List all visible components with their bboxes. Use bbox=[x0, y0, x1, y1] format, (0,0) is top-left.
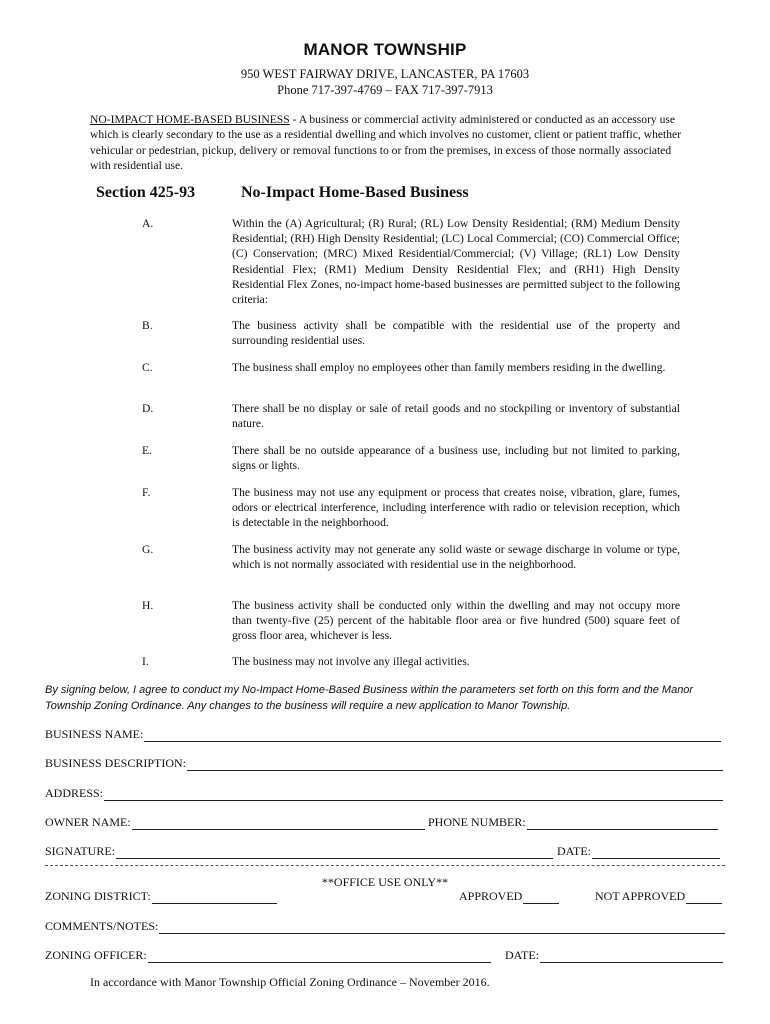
signature-date-field[interactable] bbox=[592, 845, 720, 859]
not-approved-field[interactable] bbox=[686, 890, 722, 904]
item-letter-g: G. bbox=[142, 543, 154, 556]
zoning-district-row bbox=[45, 889, 277, 904]
township-address: 950 WEST FAIRWAY DRIVE, LANCASTER, PA 17603 bbox=[240, 67, 530, 81]
officer-date-field[interactable] bbox=[540, 949, 723, 963]
not-approved-label: NOT APPROVED bbox=[595, 889, 686, 903]
item-text-i: The business may not involve any illegal activities. bbox=[232, 655, 470, 668]
signature-date-label: DATE: bbox=[557, 844, 591, 858]
section-title: No-Impact Home-Based Business bbox=[241, 184, 469, 201]
address-field[interactable] bbox=[104, 787, 723, 801]
item-text-f: The business may not use any equipment or process that creates noise, vibration, glare, fumes, odors or electrical interference, including interference with radio or television reception, which is detectable in the neighborhood. bbox=[232, 486, 680, 530]
business-name-row bbox=[45, 727, 721, 742]
signature-label: SIGNATURE: bbox=[45, 844, 116, 858]
approved-label: APPROVED bbox=[459, 889, 523, 903]
item-letter-b: B. bbox=[142, 319, 153, 332]
office-use-heading: **OFFICE USE ONLY** bbox=[321, 875, 449, 889]
item-letter-c: C. bbox=[142, 361, 153, 374]
not-approved-row bbox=[595, 889, 722, 904]
phone-number-field[interactable] bbox=[527, 816, 718, 830]
item-letter-d: D. bbox=[142, 402, 154, 415]
item-text-d: There shall be no display or sale of retail goods and no stockpiling or inventory of substantial nature. bbox=[232, 402, 680, 431]
business-name-field[interactable] bbox=[144, 728, 721, 742]
office-use-divider bbox=[45, 865, 725, 866]
business-description-label: BUSINESS DESCRIPTION: bbox=[45, 756, 187, 770]
intro-definition-text: - A business or commercial activity administered or conducted as an accessory use which is clearly secondary to the use as a residential dwelling and which involves no customer, client or patient traffic, whether vehicular or pedestrian, pickup, delivery or removal functions to or from the premises, in excess of those normally associated with residential use. bbox=[90, 113, 682, 173]
approved-field[interactable] bbox=[523, 890, 559, 904]
signing-statement: By signing below, I agree to conduct my No-Impact Home-Based Business within the parameters set forth on this form and the Manor Township Zoning Ordinance. Any changes to the business will require a new application to Manor Township. bbox=[45, 684, 694, 712]
owner-name-label: OWNER NAME: bbox=[45, 815, 131, 829]
zoning-officer-label: ZONING OFFICER: bbox=[45, 948, 147, 962]
zoning-district-label: ZONING DISTRICT: bbox=[45, 889, 151, 903]
address-row bbox=[45, 786, 723, 801]
officer-date-row bbox=[505, 948, 723, 963]
business-description-row bbox=[45, 756, 723, 771]
item-text-a: Within the (A) Agricultural; (R) Rural; (RL) Low Density Residential; (RM) Medium Density Residential; (RH) High Density Residential; (LC) Local Commercial; (CO) Commercial Office; (C) Conservation; (MRC) Mixed Residential/Commercial; (V) Village; (RL1) Low Density Residential Flex; (RM1) Medium Density Residential Flex; and (RH1) High Density Residential Flex Zones, no-impact home-based businesses are permitted subject to the following criteria: bbox=[232, 217, 680, 307]
business-name-label: BUSINESS NAME: bbox=[45, 727, 144, 741]
owner-name-field[interactable] bbox=[132, 816, 425, 830]
item-text-h: The business activity shall be conducted only within the dwelling and may not occupy more than twenty-five (25) percent of the habitable floor area or five hundred (500) square feet of gross floor area, whichever is less. bbox=[232, 599, 680, 643]
item-letter-i: I. bbox=[142, 655, 149, 668]
address-label: ADDRESS: bbox=[45, 786, 104, 800]
comments-label: COMMENTS/NOTES: bbox=[45, 919, 159, 933]
signature-field[interactable] bbox=[116, 845, 553, 859]
signature-date-row bbox=[557, 844, 720, 859]
footer-note: In accordance with Manor Township Official Zoning Ordinance – November 2016. bbox=[90, 975, 490, 989]
item-text-g: The business activity may not generate any solid waste or sewage discharge in volume or type, which is not normally associated with residential use in the neighborhood. bbox=[232, 543, 680, 572]
intro-definition bbox=[90, 112, 690, 174]
approved-row bbox=[459, 889, 559, 904]
officer-date-label: DATE: bbox=[505, 948, 539, 962]
signature-row bbox=[45, 844, 553, 859]
item-text-e: There shall be no outside appearance of a business use, including but not limited to parking, signs or lights. bbox=[232, 444, 680, 473]
phone-number-label: PHONE NUMBER: bbox=[428, 815, 526, 829]
intro-term: NO-IMPACT HOME-BASED BUSINESS bbox=[90, 113, 290, 126]
item-text-b: The business activity shall be compatible with the residential use of the property and surrounding residential uses. bbox=[232, 319, 680, 348]
item-letter-f: F. bbox=[142, 486, 151, 499]
item-letter-h: H. bbox=[142, 599, 154, 612]
item-text-c: The business shall employ no employees other than family members residing in the dwelling. bbox=[232, 361, 666, 374]
township-phone-fax: Phone 717-397-4769 – FAX 717-397-7913 bbox=[277, 83, 493, 97]
document-title: MANOR TOWNSHIP bbox=[303, 40, 467, 59]
comments-field[interactable] bbox=[159, 920, 725, 934]
zoning-district-field[interactable] bbox=[152, 890, 277, 904]
item-letter-a: A. bbox=[142, 217, 154, 230]
section-number: Section 425-93 bbox=[96, 184, 196, 201]
comments-row bbox=[45, 919, 725, 934]
zoning-officer-field[interactable] bbox=[148, 949, 491, 963]
owner-name-row bbox=[45, 815, 425, 830]
item-letter-e: E. bbox=[142, 444, 152, 457]
phone-number-row bbox=[428, 815, 718, 830]
zoning-officer-row bbox=[45, 948, 491, 963]
business-description-field[interactable] bbox=[187, 757, 723, 771]
